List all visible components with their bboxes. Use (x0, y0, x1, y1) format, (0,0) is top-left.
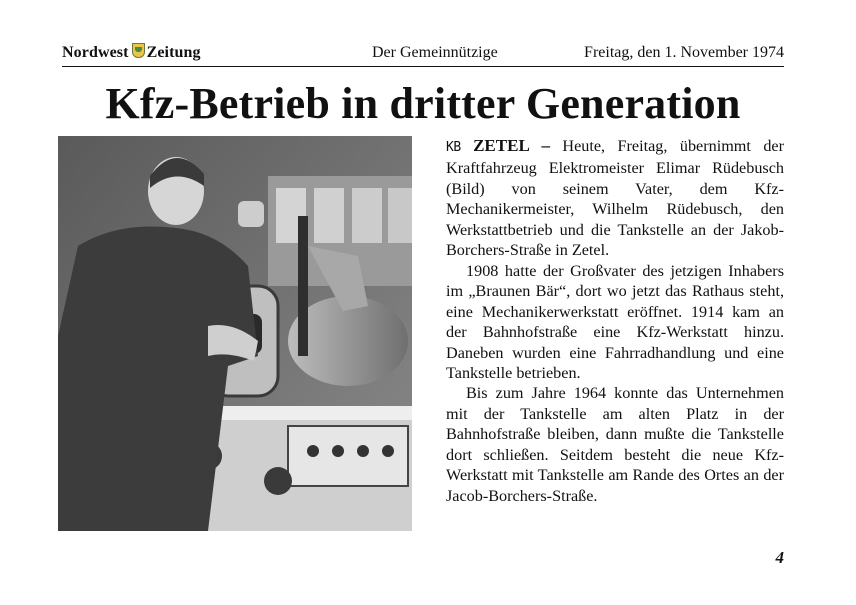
headline: Kfz-Betrieb in dritter Generation (105, 79, 741, 128)
article-paragraph-3: Bis zum Jahre 1964 konnte das Unternehmen mit der Tankstelle am alten Platz in der Bahnhofstraße bleiben, dann mußte die Tankstelle dort schließen. Seitdem besteht die neue Kfz-Werkstatt mit Tankstelle am Rande des Ortes an der Jacob-Borchers-Straße. (446, 384, 784, 505)
masthead (62, 42, 784, 64)
dateline: ZETEL – (473, 136, 550, 155)
paragraph-1-text: Heute, Freitag, übernimmt der Kraftfahrzeug Elektromeister Elimar Rüdebusch (Bild) von seinem Vater, dem Kfz-Mechanikermeister, Wilhelm Rüdebusch, den Werkstattbetrieb und die Tankstelle an der Jakob-Borchers-Straße in Zetel. (446, 137, 784, 260)
newspaper-name (62, 42, 201, 64)
section-title: Der Gemeinnützige (372, 44, 498, 61)
page-number: 4 (775, 548, 784, 567)
article-paragraph-2: 1908 hatte der Großvater des jetzigen Inhabers im „Braunen Bär“, dort wo jetzt das Rathaus steht, eine Mechanikerwerkstatt eröffnet. 1914 kam an der Bahnhofstraße eine Kfz-Werkstatt hinzu. Daneben wurden eine Fahrradhandlung und eine Tankstelle betrieben. (446, 261, 784, 382)
newspaper-name-part2: Zeitung (146, 44, 201, 61)
article-photo (58, 136, 412, 531)
newspaper-name-part1: Nordwest (62, 44, 129, 61)
masthead-rule (62, 66, 784, 67)
crest-icon (132, 43, 145, 58)
article-body (446, 136, 784, 506)
issue-date: Freitag, den 1. November 1974 (584, 44, 784, 61)
author-tag: KB (446, 140, 461, 155)
article-paragraph-1 (446, 136, 784, 261)
photo-workshop-image (58, 136, 412, 531)
